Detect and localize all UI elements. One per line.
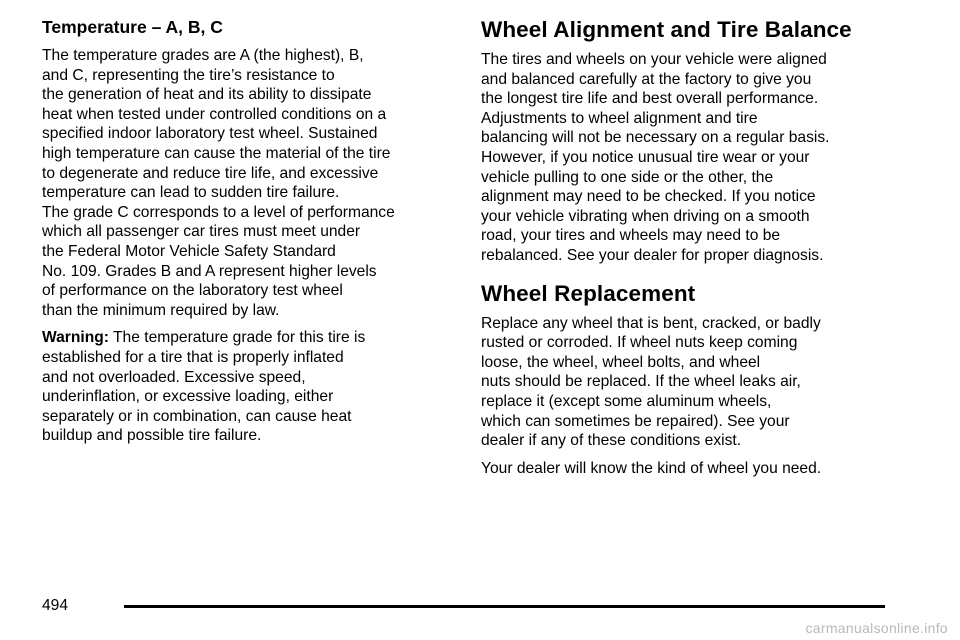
watermark: carmanualsonline.info [805, 620, 948, 636]
left-column [42, 16, 454, 454]
temperature-paragraph: The temperature grades are A (the highest), B, and C, representing the tire’s resistance to the generation of heat and its ability to dissipate heat when tested under controlled conditions on a specified indoor laboratory test wheel. Sustained high temperature can cause the material of the tire to degenerate and reduce tire life, and excessive temperature can lead to sudden tire failure. The grade C corresponds to a level of performance which all passenger car tires must meet under the Federal Motor Vehicle Safety Standard No. 109. Grades B and A represent higher levels of performance on the laboratory test wheel than the minimum required by law. [42, 47, 395, 319]
temperature-heading: Temperature – A, B, C [42, 17, 223, 37]
page-footer [42, 592, 885, 614]
warning-paragraph [42, 328, 454, 446]
wheel-alignment-heading: Wheel Alignment and Tire Balance [481, 17, 852, 42]
wheel-replacement-heading: Wheel Replacement [481, 280, 696, 306]
right-column [481, 16, 901, 486]
page-number: 494 [42, 597, 69, 614]
footer-rule [124, 605, 885, 608]
warning-text: The temperature grade for this tire is established for a tire that is properly inflated and not overloaded. Excessive speed, underinflation, or excessive loading, either separately or in combination, can cause heat buildup and possible tire failure. [42, 329, 366, 445]
dealer-paragraph: Your dealer will know the kind of wheel you need. [481, 459, 822, 477]
wheel-alignment-paragraph: The tires and wheels on your vehicle were aligned and balanced carefully at the factory to give you the longest tire life and best overall performance. Adjustments to wheel alignment and tire balancing will not be necessary on a regular basis. However, if you notice unusual tire wear or your vehicle pulling to one side or the other, the alignment may need to be checked. If you notice your vehicle vibrating when driving on a smooth road, your tires and wheels may need to be rebalanced. See your dealer for proper diagnosis. [481, 51, 830, 264]
wheel-replacement-paragraph: Replace any wheel that is bent, cracked, or badly rusted or corroded. If wheel nuts keep coming loose, the wheel, wheel bolts, and wheel nuts should be replaced. If the wheel leaks air, replace it (except some aluminum wheels, which can sometimes be repaired). See your dealer if any of these conditions exist. [481, 314, 821, 450]
warning-label: Warning: [42, 329, 109, 347]
